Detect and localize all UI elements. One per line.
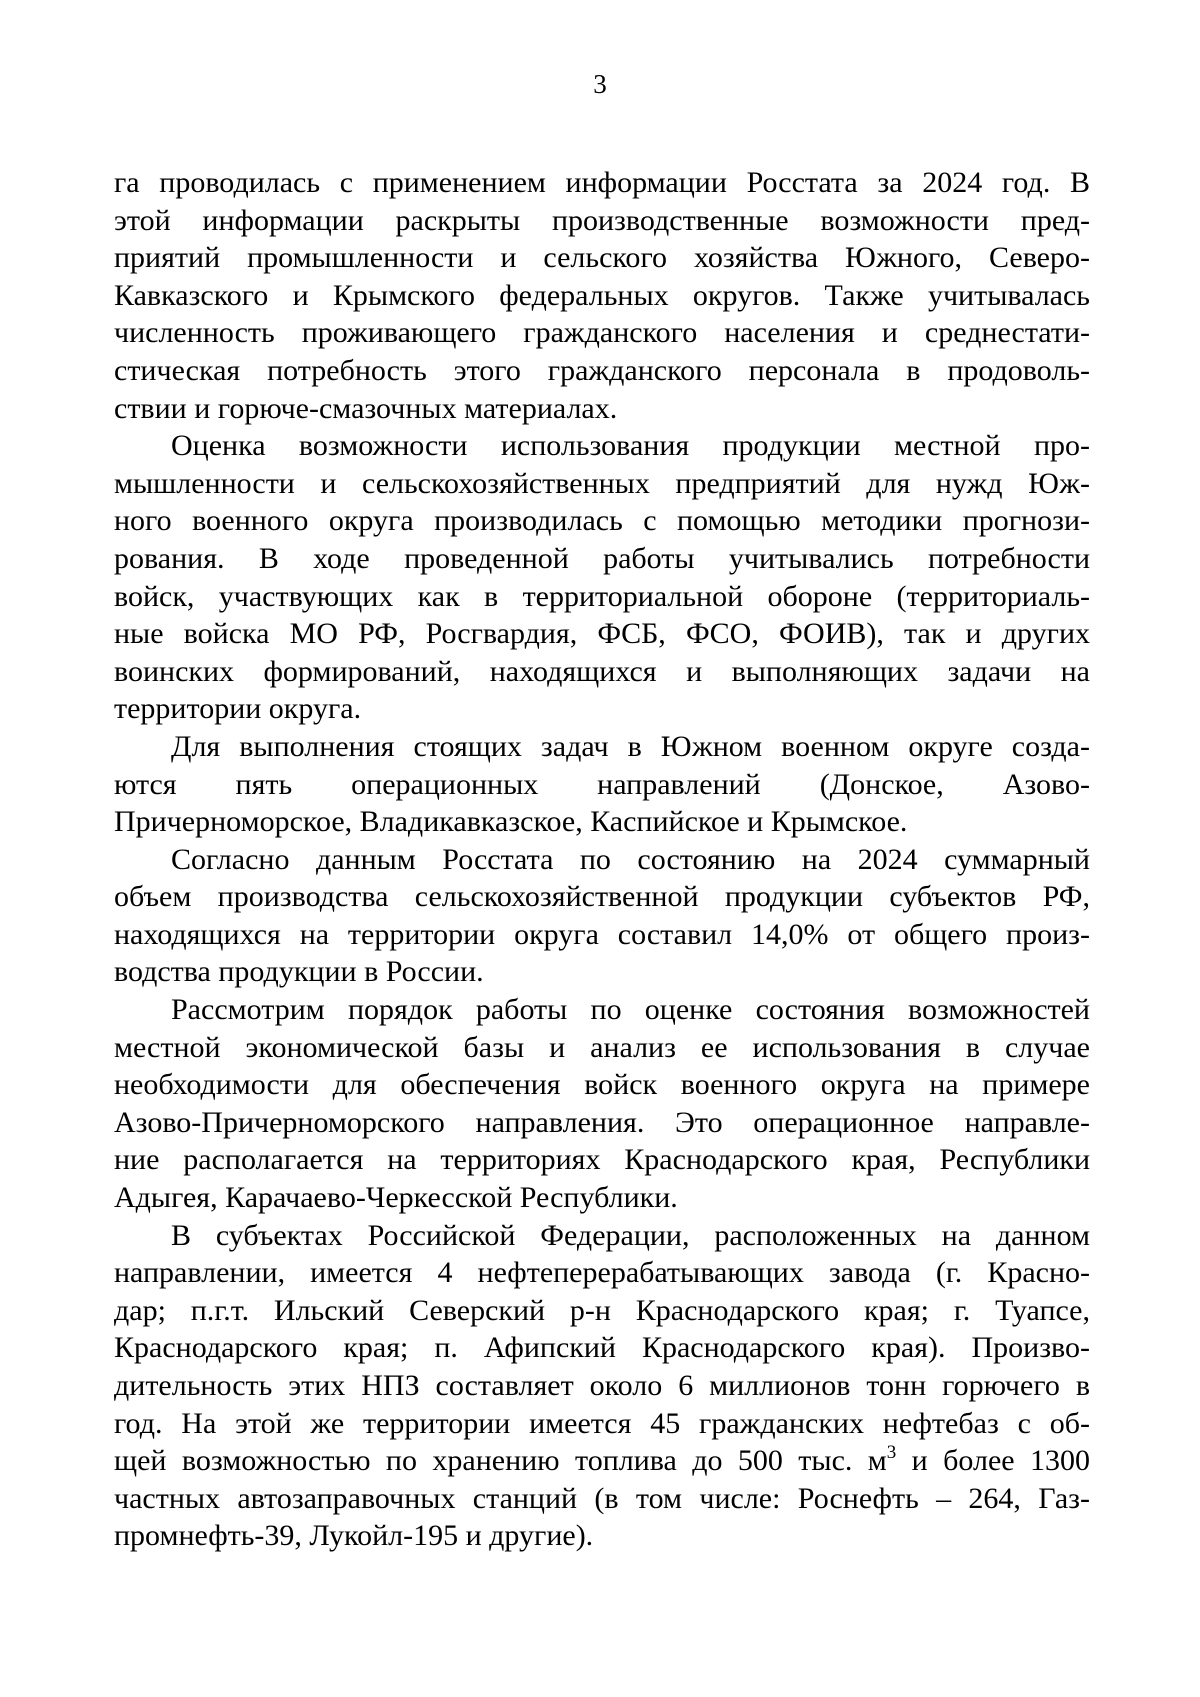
text-line: ные войска МО РФ, Росгвардия, ФСБ, ФСО, ФОИВ), так и других <box>114 617 1090 651</box>
text-line: численность проживающего гражданского населения и среднестати- <box>114 316 1090 350</box>
text-line: дительность этих НПЗ составляет около 6 миллионов тонн горючего в <box>114 1369 1090 1402</box>
text-line: частных автозаправочных станций (в том числе: Роснефть – 264, Газ- <box>114 1481 1090 1515</box>
text-segment: и более 1300 <box>896 1444 1090 1478</box>
text-line: стическая потребность этого гражданского персонала в продоволь- <box>114 353 1090 387</box>
text-line <box>114 1442 1090 1480</box>
text-line: войск, участвующих как в территориальной обороне (территориаль- <box>114 579 1090 613</box>
text-line: Рассмотрим порядок работы по оценке состояния возможностей <box>171 993 1090 1027</box>
text-line: приятий промышленности и сельского хозяйства Южного, Северо- <box>114 241 1090 275</box>
text-segment: щей возможностью по хранению топлива до 500 тыс. м <box>114 1444 887 1478</box>
text-line: воинских формирований, находящихся и выполняющих задачи на <box>114 654 1090 688</box>
text-line: находящихся на территории округа составил 14,0% от общего произ- <box>114 917 1090 951</box>
text-line: территории округа. <box>114 692 362 726</box>
superscript: 3 <box>886 1442 897 1464</box>
paragraph <box>114 1217 1090 1555</box>
text-line: га проводилась с применением информации Росстата за 2024 год. В <box>114 166 1090 199</box>
text-line: Кавказского и Крымского федеральных округов. Также учитывалась <box>114 278 1090 312</box>
text-line: промнефть-39, Лукойл-195 и другие). <box>114 1519 594 1553</box>
text-line: местной экономической базы и анализ ее использования в случае <box>114 1030 1090 1064</box>
text-line: ние располагается на территориях Краснодарского края, Республики <box>114 1143 1090 1177</box>
body-text <box>114 164 1090 1555</box>
text-line: ного военного округа производилась с помощью методики прогнози- <box>114 504 1090 538</box>
text-line: Причерноморское, Владикавказское, Каспийское и Крымское. <box>114 805 908 839</box>
text-line: Для выполнения стоящих задач в Южном военном округе созда- <box>171 729 1090 763</box>
text-line: дар; п.г.т. Ильский Северский р-н Краснодарского края; г. Туапсе, <box>114 1293 1090 1327</box>
paragraph <box>114 427 1090 728</box>
text-line: ствии и горюче-смазочных материалах. <box>114 391 618 425</box>
text-line: Оценка возможности использования продукции местной про- <box>171 429 1090 463</box>
text-line: этой информации раскрыты производственные возможности пред- <box>114 203 1090 237</box>
text-line: ются пять операционных направлений (Донское, Азово- <box>114 767 1090 801</box>
text-line: необходимости для обеспечения войск военного округа на примере <box>114 1068 1090 1102</box>
page-number: 3 <box>593 69 607 99</box>
text-line: В субъектах Российской Федерации, расположенных на данном <box>171 1218 1090 1252</box>
paragraph <box>114 164 1090 427</box>
text-line: объем производства сельскохозяйственной продукции субъектов РФ, <box>114 880 1090 914</box>
text-line: водства продукции в России. <box>114 955 484 989</box>
text-line: Азово-Причерноморского направления. Это операционное направле- <box>114 1105 1090 1139</box>
paragraph <box>114 841 1090 991</box>
text-line: Согласно данным Росстата по состоянию на 2024 суммарный <box>171 842 1090 876</box>
paragraph <box>114 991 1090 1217</box>
paragraph <box>114 728 1090 841</box>
text-line: год. На этой же территории имеется 45 гражданских нефтебаз с об- <box>114 1406 1090 1440</box>
text-line: мышленности и сельскохозяйственных предприятий для нужд Юж- <box>114 466 1090 500</box>
text-line: Краснодарского края; п. Афипский Краснодарского края). Произво- <box>114 1331 1090 1365</box>
text-line: рования. В ходе проведенной работы учитывались потребности <box>114 541 1090 575</box>
text-line: направлении, имеется 4 нефтеперерабатывающих завода (г. Красно- <box>114 1256 1090 1290</box>
text-line: Адыгея, Карачаево-Черкесской Республики. <box>114 1181 678 1215</box>
